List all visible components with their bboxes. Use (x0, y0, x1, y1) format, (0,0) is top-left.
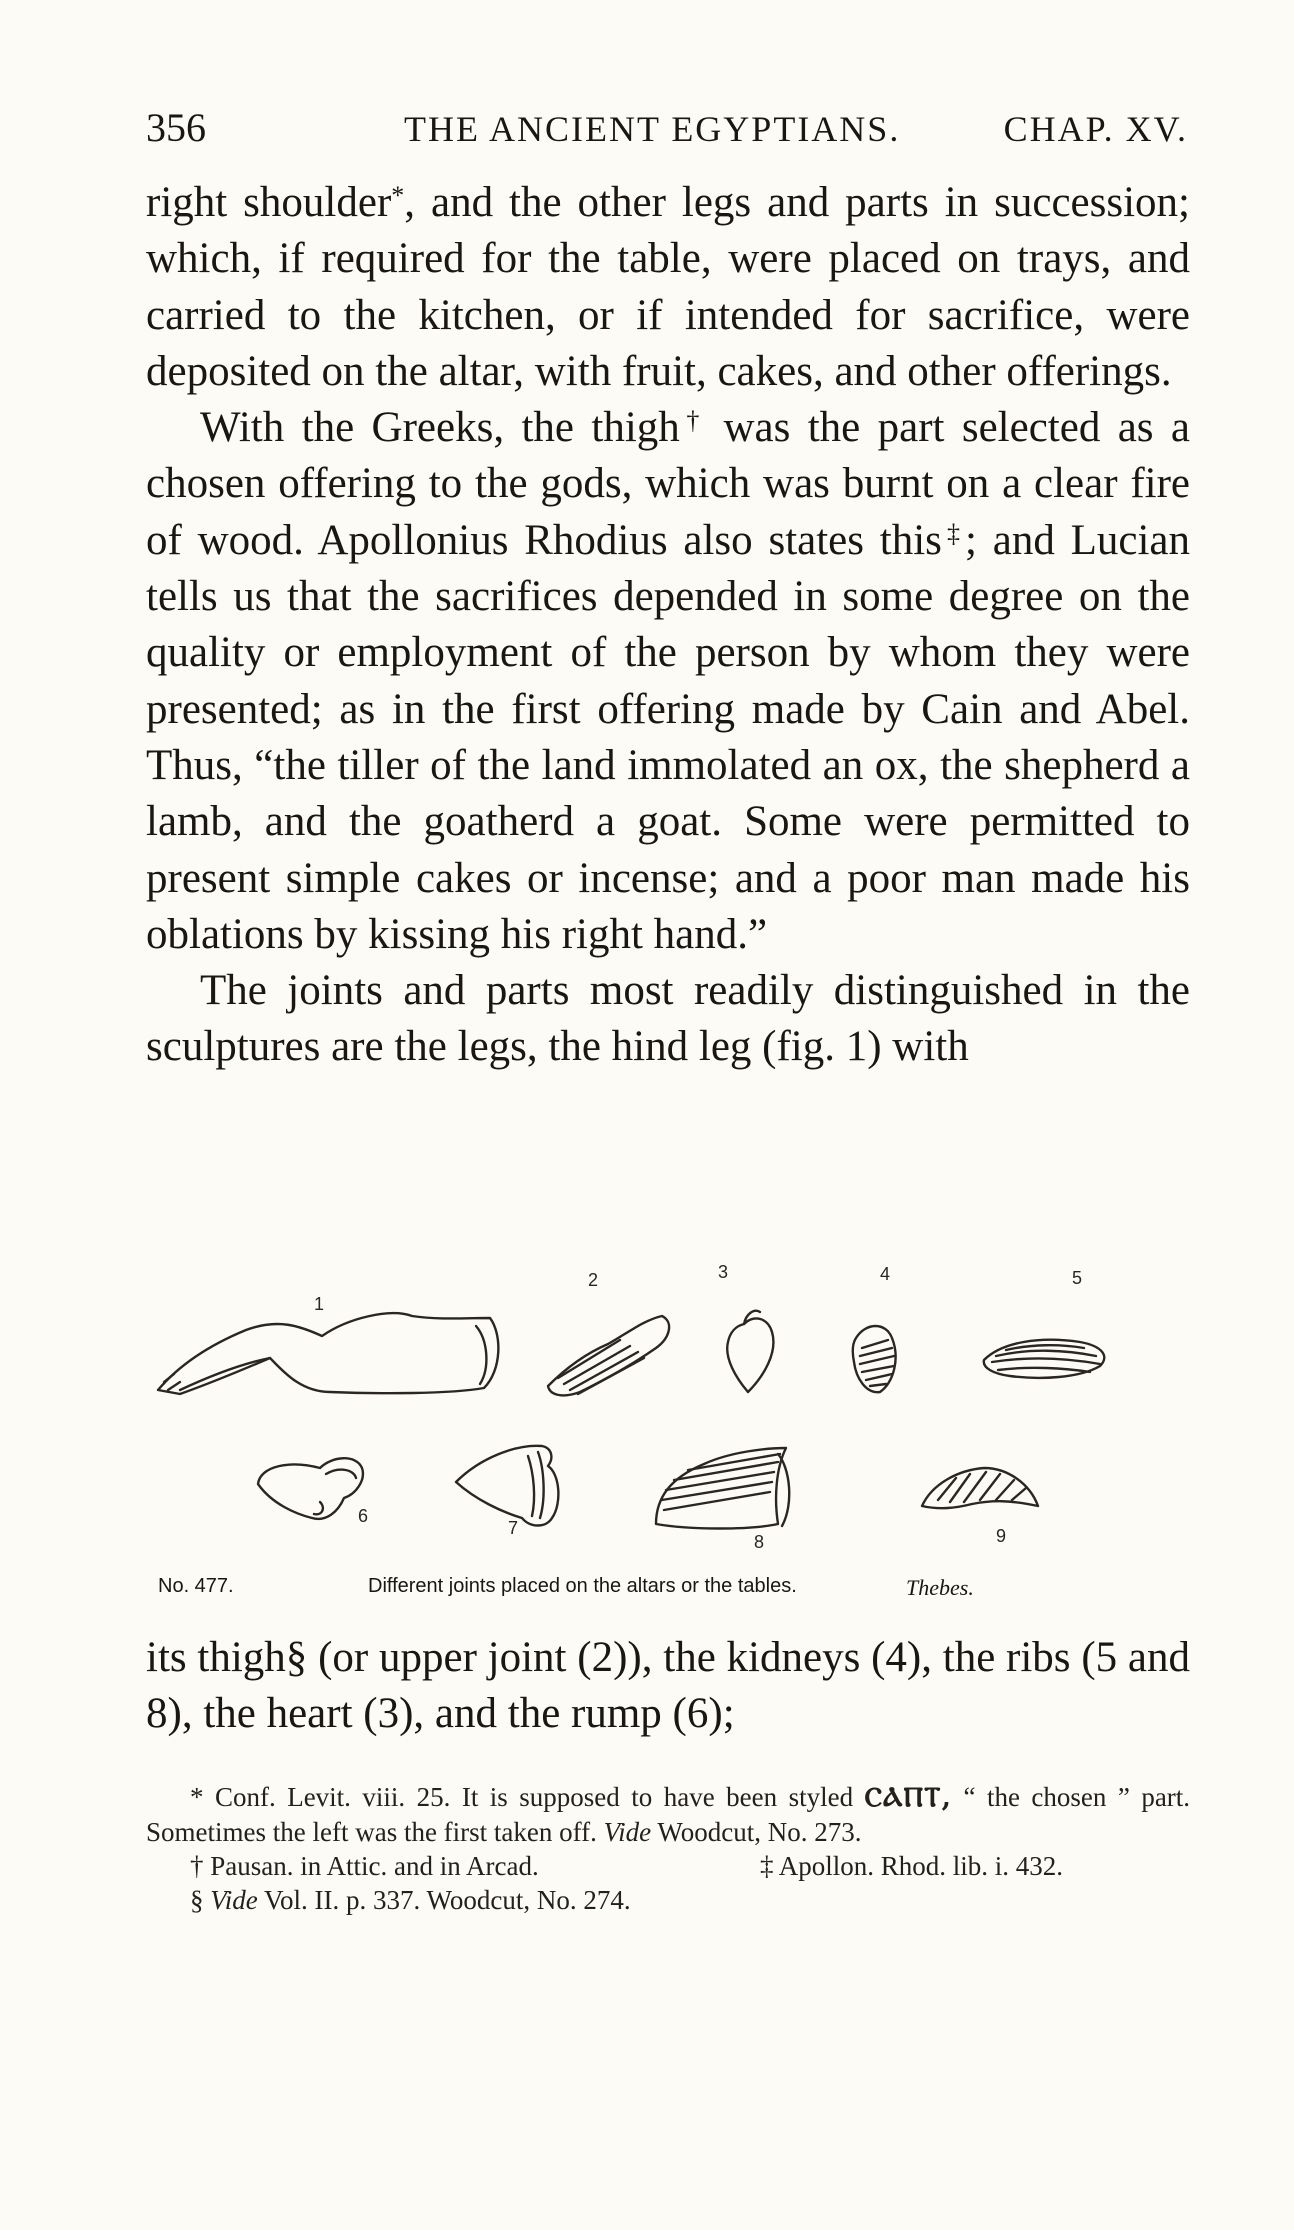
joint-2-thigh (548, 1316, 669, 1395)
running-title: THE ANCIENT EGYPTIANS. (404, 109, 901, 149)
footnote-row (146, 1883, 1190, 1917)
footnote-row (146, 1849, 1190, 1883)
page-header (146, 96, 1188, 152)
joint-3-heart (727, 1311, 773, 1392)
paragraph-4: its thigh§ (or upper joint (2)), the kidneys (4), the ribs (5 and 8), the heart (3), and the rump (6); (146, 1634, 1190, 1737)
figure-label: 6 (358, 1506, 369, 1526)
footnote-1: * Conf. Levit. viii. 25. It is supposed to have been styled ⲤⲀⲠⲦ, “ the chosen ” part. Sometimes the left was the first taken off. Vide Woodcut, No. 273. (146, 1782, 1191, 1847)
figure-label: 3 (718, 1262, 729, 1282)
joint-5-ribs (984, 1340, 1104, 1378)
body-text-continued (146, 1630, 1190, 1742)
figure-label: 9 (996, 1526, 1007, 1546)
footnote-2: † Pausan. in Attic. and in Arcad. (190, 1851, 539, 1881)
footnote-mark: ‡ (941, 518, 966, 548)
caption-text: Different joints placed on the altars or the tables. (368, 1575, 797, 1597)
joint-1-hind-leg (158, 1313, 498, 1394)
figure-label: 2 (588, 1270, 599, 1290)
figure-label: 1 (314, 1294, 325, 1314)
joint-8-ribs (656, 1448, 789, 1529)
joint-6-rump (258, 1458, 363, 1519)
figure-label: 4 (880, 1264, 891, 1284)
figure-label: 7 (508, 1518, 519, 1538)
footnote-3: ‡ Apollon. Rhod. lib. i. 432. (760, 1851, 1064, 1881)
footnote-4: § Vide Vol. II. p. 337. Woodcut, No. 274. (190, 1885, 631, 1915)
footnotes (146, 1780, 1190, 1917)
figure-label: 8 (754, 1532, 765, 1552)
page-number: 356 (146, 105, 206, 150)
caption-location: Thebes. (906, 1575, 974, 1600)
woodcut-figure (150, 1262, 1190, 1598)
coptic-word: ⲤⲀⲠⲦ, (864, 1782, 953, 1813)
paragraph-2: With the Greeks, the thigh† was the part selected as a chosen offering to the gods, which was burnt on a clear fire of wood. Apollonius Rhodius also states this‡; and Lucian tells us that the sacrifices depended in some degree on the quality or employment of the person by whom they were presented; as in the first offering made by Cain and Abel. Thus, “the tiller of the land immolated an ox, the shepherd a lamb, and the goatherd a goat. Some were permitted to present simple cakes or incense; and a poor man made his oblations by kissing his right hand.” (146, 404, 1191, 958)
joint-9 (922, 1468, 1038, 1508)
paragraph-3: The joints and parts most readily distinguished in the sculptures are the legs, the hind leg (fig. 1) with (146, 967, 1190, 1071)
caption-number: No. 477. (158, 1575, 234, 1597)
footnote-mark: § (285, 1634, 308, 1681)
paragraph-1: right shoulder*, and the other legs and parts in succession; which, if required for the table, were placed on trays, and carried to the kitchen, or if intended for sacrifice, were deposited on the altar, with fruit, cakes, and other offerings. (146, 179, 1190, 395)
body-text (146, 175, 1190, 1076)
footnote-mark: † (679, 406, 707, 436)
chapter-label: CHAP. XV. (1003, 109, 1188, 149)
footnote-mark: * (391, 181, 405, 210)
joint-7-leg (456, 1446, 558, 1526)
figure-label: 5 (1072, 1268, 1083, 1288)
joints-illustration (150, 1278, 1190, 1578)
joint-4-kidneys (853, 1326, 896, 1392)
